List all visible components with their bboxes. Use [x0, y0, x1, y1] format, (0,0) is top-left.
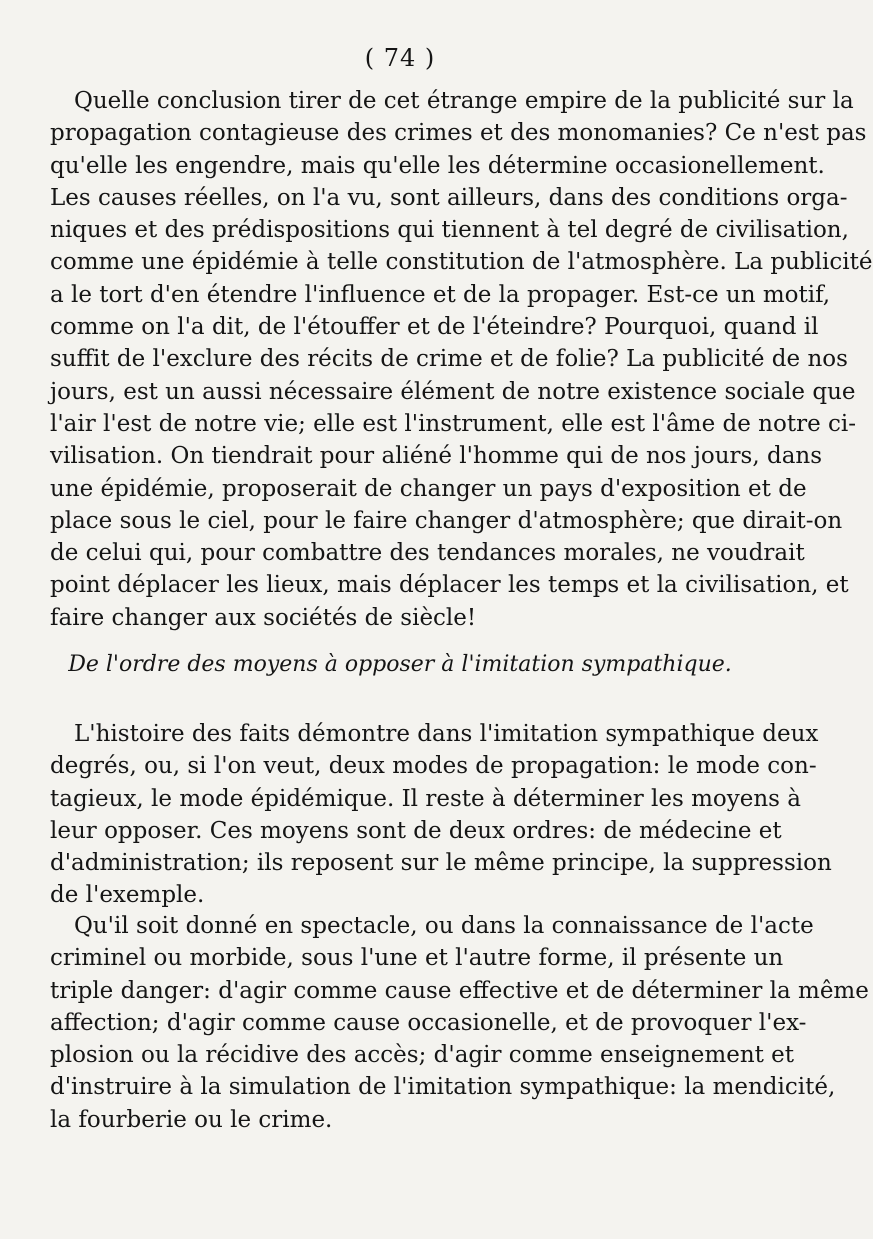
text-line: Les causes réelles, on l'a vu, sont ailleurs, dans des conditions orga- [50, 184, 848, 211]
text-line: jours, est un aussi nécessaire élément de notre existence sociale que [50, 378, 856, 405]
text-line: tagieux, le mode épidémique. Il reste à déterminer les moyens à [50, 785, 802, 812]
text-line: une épidémie, proposerait de changer un pays d'exposition et de [50, 475, 807, 502]
text-line: de celui qui, pour combattre des tendances morales, ne voudrait [50, 540, 805, 567]
text-line: faire changer aux sociétés de siècle! [50, 604, 477, 631]
text-line: plosion ou la récidive des accès; d'agir comme enseignement et [50, 1042, 795, 1069]
text-line: d'instruire à la simulation de l'imitation sympathique: la mendicité, [50, 1074, 836, 1101]
text-line: criminel ou morbide, sous l'une et l'autre forme, il présente un [50, 945, 784, 972]
text-line: Qu'il soit donné en spectacle, ou dans la connaissance de l'acte [74, 913, 814, 939]
text-line: L'histoire des faits démontre dans l'imitation sympathique deux [74, 721, 819, 747]
text-line: l'air l'est de notre vie; elle est l'instrument, elle est l'âme de notre ci- [50, 410, 857, 437]
text-line: qu'elle les engendre, mais qu'elle les détermine occasionellement. [50, 152, 825, 179]
text-line: place sous le ciel, pour le faire changer d'atmosphère; que dirait-on [50, 507, 843, 534]
text-line: degrés, ou, si l'on veut, deux modes de propagation: le mode con- [50, 753, 817, 780]
text-line: leur opposer. Ces moyens sont de deux ordres: de médecine et [50, 817, 782, 844]
text-line: la fourberie ou le crime. [50, 1106, 333, 1133]
section-heading: De l'ordre des moyens à opposer à l'imitation sympathique. [68, 652, 732, 677]
text-line: comme une épidémie à telle constitution de l'atmosphère. La publicité [50, 249, 873, 276]
text-line: point déplacer les lieux, mais déplacer les temps et la civilisation, et [50, 572, 849, 599]
text-line: triple danger: d'agir comme cause effective et de déterminer la même [50, 977, 869, 1004]
text-line: suffit de l'exclure des récits de crime et de folie? La publicité de nos [50, 346, 848, 373]
paragraph-conclusion [50, 85, 873, 634]
text-line: Quelle conclusion tirer de cet étrange empire de la publicité sur la [74, 88, 854, 114]
text-line: propagation contagieuse des crimes et des monomanies? Ce n'est pas [50, 120, 867, 147]
paragraph-history [50, 718, 832, 912]
text-line: affection; d'agir comme cause occasionelle, et de provoquer l'ex- [50, 1009, 807, 1036]
text-line: niques et des prédispositions qui tiennent à tel degré de civilisation, [50, 217, 849, 244]
text-line: comme on l'a dit, de l'étouffer et de l'éteindre? Pourquoi, quand il [50, 314, 819, 341]
paragraph-danger [50, 910, 869, 1136]
text-line: de l'exemple. [50, 882, 205, 909]
text-line: a le tort d'en étendre l'influence et de la propager. Est-ce un motif, [50, 281, 831, 308]
text-line: vilisation. On tiendrait pour aliéné l'homme qui de nos jours, dans [50, 443, 823, 470]
text-line: d'administration; ils reposent sur le même principe, la suppression [50, 850, 832, 877]
page-number: ( 74 ) [364, 44, 436, 72]
